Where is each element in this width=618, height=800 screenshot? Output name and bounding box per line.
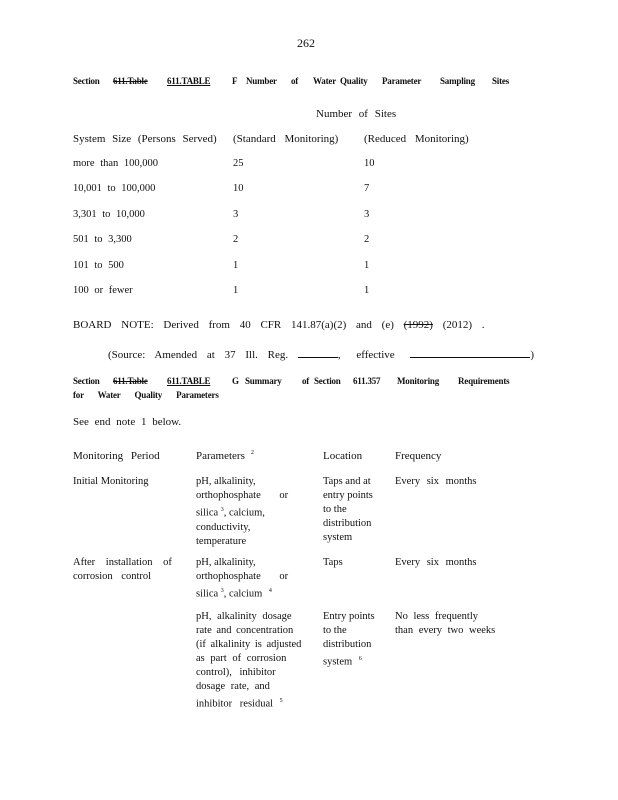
heading-word: Section <box>314 376 341 386</box>
param-line: (if alkalinity is adjusted <box>196 639 302 650</box>
location-line: distribution <box>323 639 372 650</box>
row-size: 501 to 3,300 <box>73 234 132 245</box>
heading-word: Sites <box>492 76 510 86</box>
row-standard: 10 <box>233 183 244 194</box>
frequency-line: No less frequently <box>395 611 478 622</box>
location-line: system <box>323 532 353 543</box>
heading-word: Quality <box>340 76 368 86</box>
source-comma: , <box>337 349 341 361</box>
location-line: to the <box>323 504 347 515</box>
heading-letter: F <box>232 76 238 86</box>
heading-line2: for Water Quality Parameters <box>73 390 219 400</box>
heading-new-ref: 611.TABLE <box>167 376 211 386</box>
location-line: to the <box>323 625 347 636</box>
row-size: more than 100,000 <box>73 158 159 169</box>
location-line: system $^6$ <box>323 656 362 668</box>
endnote-ref: See end note 1 below. <box>73 416 182 428</box>
param-line: silica $^3$, calcium, <box>196 507 265 519</box>
param-line: orthophosphate or <box>196 571 289 582</box>
col-standard: (Standard Monitoring) <box>233 133 339 145</box>
row-reduced: 1 <box>364 285 370 296</box>
col-frequency: Frequency <box>395 450 442 462</box>
col-parameters-label: Parameters <box>196 450 245 462</box>
row-frequency <box>395 556 477 570</box>
heading-section-label: Section <box>73 376 100 386</box>
heading-word: 611.357 <box>353 376 381 386</box>
col-location: Location <box>323 450 363 462</box>
heading-word: Summary <box>245 376 282 386</box>
param-line: dosage rate, and <box>196 681 270 692</box>
row-standard: 1 <box>233 285 239 296</box>
source-prefix: (Source: Amended at 37 Ill. Reg. <box>108 349 289 361</box>
source-line <box>108 347 534 361</box>
frequency-line: Every six months <box>395 476 477 487</box>
row-parameters <box>196 556 288 602</box>
param-line: control), inhibitor <box>196 667 276 678</box>
heading-word: Parameter <box>382 76 422 86</box>
param-line: pH, alkalinity, <box>196 476 256 487</box>
param-line: as part of corrosion <box>196 653 287 664</box>
col-parameters <box>196 450 254 462</box>
row-size: 10,001 to 100,000 <box>73 183 156 194</box>
param-line: orthophosphate or <box>196 490 289 501</box>
period-line: Initial Monitoring <box>73 476 149 487</box>
board-note-text: BOARD NOTE: Derived from 40 CFR 141.87(a)(2) and (e) <box>73 319 394 331</box>
heading-new-ref: 611.TABLE <box>167 76 211 86</box>
number-of-sites-label: Number of Sites <box>316 108 397 120</box>
row-reduced: 10 <box>364 158 375 169</box>
register-blank <box>298 347 338 358</box>
col-parameters-sup: 2 <box>250 450 254 457</box>
row-standard: 2 <box>233 234 239 245</box>
row-location <box>323 556 343 570</box>
board-note-period: . <box>481 319 485 331</box>
row-frequency <box>395 610 495 638</box>
row-frequency <box>395 475 477 489</box>
param-line: pH, alkalinity, <box>196 557 256 568</box>
col-reduced: (Reduced Monitoring) <box>364 133 469 145</box>
frequency-line: than every two weeks <box>395 625 496 636</box>
heading-word: Water <box>313 76 336 86</box>
row-period <box>73 556 172 584</box>
param-line: inhibitor residual $^5$ <box>196 698 283 710</box>
effective-date-blank <box>410 347 530 358</box>
row-standard: 25 <box>233 158 244 169</box>
row-size: 3,301 to 10,000 <box>73 209 145 220</box>
param-line: silica $^3$, calcium $^4$ <box>196 588 272 600</box>
heading-word: Requirements <box>458 376 510 386</box>
row-location <box>323 610 375 670</box>
param-line: temperature <box>196 535 247 547</box>
location-line: distribution <box>323 518 372 529</box>
row-standard: 3 <box>233 209 239 220</box>
param-line: rate and concentration <box>196 625 294 636</box>
row-period <box>73 475 149 489</box>
row-size: 101 to 500 <box>73 260 124 271</box>
param-line: pH, alkalinity dosage <box>196 611 292 622</box>
row-location <box>323 475 373 545</box>
board-note <box>73 319 485 331</box>
heading-word: Sampling <box>440 76 475 86</box>
row-parameters <box>196 475 288 549</box>
heading-word: Number <box>246 76 277 86</box>
row-size: 100 or fewer <box>73 285 133 296</box>
row-reduced: 2 <box>364 234 370 245</box>
period-line: corrosion control <box>73 571 152 582</box>
row-reduced: 3 <box>364 209 370 220</box>
period-line: After installation of <box>73 557 172 568</box>
source-effective: effective <box>356 349 395 361</box>
heading-word: of <box>302 376 310 386</box>
row-reduced: 7 <box>364 183 370 194</box>
board-note-deleted-year: (1992) <box>403 319 433 331</box>
page-number: 262 <box>297 36 315 50</box>
param-line: conductivity, <box>196 521 251 533</box>
heading-old-ref: 611.Table <box>113 376 148 386</box>
row-standard: 1 <box>233 260 239 271</box>
location-line: Taps and at <box>323 476 371 487</box>
heading-word: Monitoring <box>397 376 439 386</box>
frequency-line: Every six months <box>395 557 477 568</box>
col-system-size: System Size (Persons Served) <box>73 133 217 145</box>
location-line: Entry points <box>323 611 375 622</box>
heading-word: of <box>291 76 299 86</box>
row-reduced: 1 <box>364 260 370 271</box>
source-close: ) <box>530 349 535 361</box>
location-line: entry points <box>323 490 373 501</box>
col-monitoring-period: Monitoring Period <box>73 450 160 462</box>
location-line: Taps <box>323 557 343 568</box>
heading-section-label: Section <box>73 76 100 86</box>
heading-letter: G <box>232 376 239 386</box>
board-note-new-year: (2012) <box>442 319 473 331</box>
row-parameters <box>196 610 301 712</box>
heading-old-ref: 611.Table <box>113 76 148 86</box>
